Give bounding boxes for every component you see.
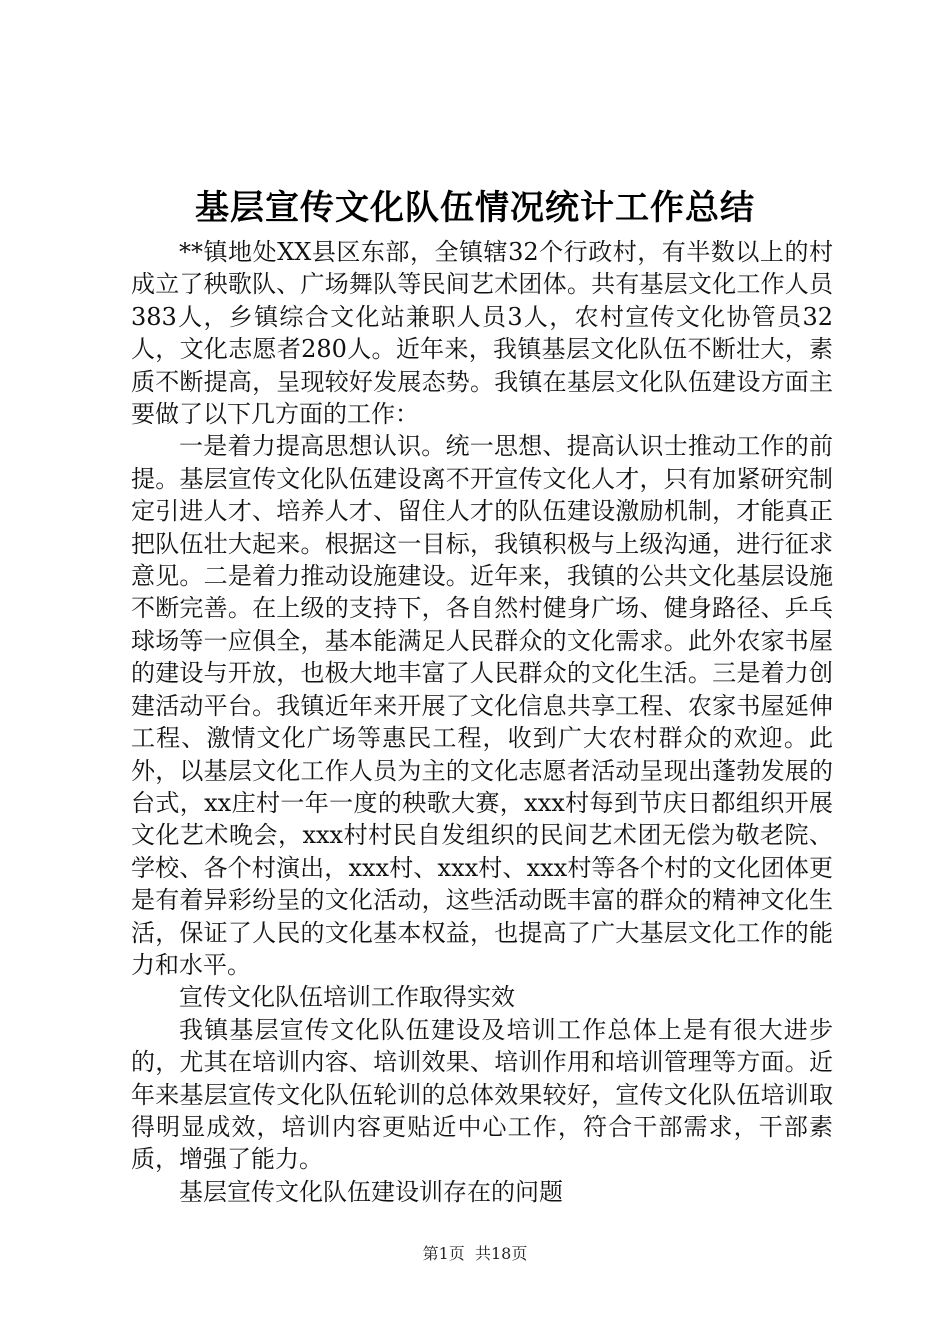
paragraph-intro: **镇地处XX县区东部，全镇辖32个行政村，有半数以上的村成立了秧歌队、广场舞队等民间艺术团体。共有基层文化工作人员383人，乡镇综合文化站兼职人员3人，农村宣传文化协管员32人，文化志愿者280人。近年来，我镇基层文化队伍不断壮大，素质不断提高，呈现较好发展态势。我镇在基层文化队伍建设方面主要做了以下几方面的工作：: [131, 238, 833, 429]
document-body: [131, 236, 833, 1208]
section-heading-problems: 基层宣传文化队伍建设训存在的问题: [179, 1177, 563, 1206]
paragraph-work-items: 一是着力提高思想认识。统一思想、提高认识士推动工作的前提。基层宣传文化队伍建设离不开宣传文化人才，只有加紧研究制定引进人才、培养人才、留住人才的队伍建设激励机制，才能真正把队伍壮大起来。根据这一目标，我镇积极与上级沟通，进行征求意见。二是着力推动设施建设。近年来，我镇的公共文化基层设施不断完善。在上级的支持下，各自然村健身广场、健身路径、乒乓球场等一应俱全，基本能满足人民群众的文化需求。此外农家书屋的建设与开放，也极大地丰富了人民群众的文化生活。三是着力创建活动平台。我镇近年来开展了文化信息共享工程、农家书屋延伸工程、激情文化广场等惠民工程，收到广大农村群众的欢迎。此外，以基层文化工作人员为主的文化志愿者活动呈现出蓬勃发展的台式，xx庄村一年一度的秧歌大赛，xxx村每到节庆日都组织开展文化艺术晚会，xxx村村民自发组织的民间艺术团无偿为敬老院、学校、各个村演出，xxx村、xxx村、xxx村等各个村的文化团体更是有着异彩纷呈的文化活动，这些活动既丰富的群众的精神文化生活，保证了人民的文化基本权益，也提高了广大基层文化工作的能力和水平。: [131, 432, 833, 979]
total-pages: 共18页: [474, 1244, 528, 1263]
page-number: 第1页: [422, 1244, 465, 1263]
page-footer: [0, 1243, 950, 1265]
paragraph-training: 我镇基层宣传文化队伍建设及培训工作总体上是有很大进步的，尤其在培训内容、培训效果、培训作用和培训管理等方面。近年来基层宣传文化队伍轮训的总体效果较好，宣传文化队伍培训取得明显成效，培训内容更贴近中心工作，符合干部需求，干部素质，增强了能力。: [131, 1015, 833, 1174]
document-title: 基层宣传文化队伍情况统计工作总结: [195, 188, 755, 228]
section-heading-training: 宣传文化队伍培训工作取得实效: [179, 983, 515, 1012]
footer-separator: [465, 1244, 475, 1263]
